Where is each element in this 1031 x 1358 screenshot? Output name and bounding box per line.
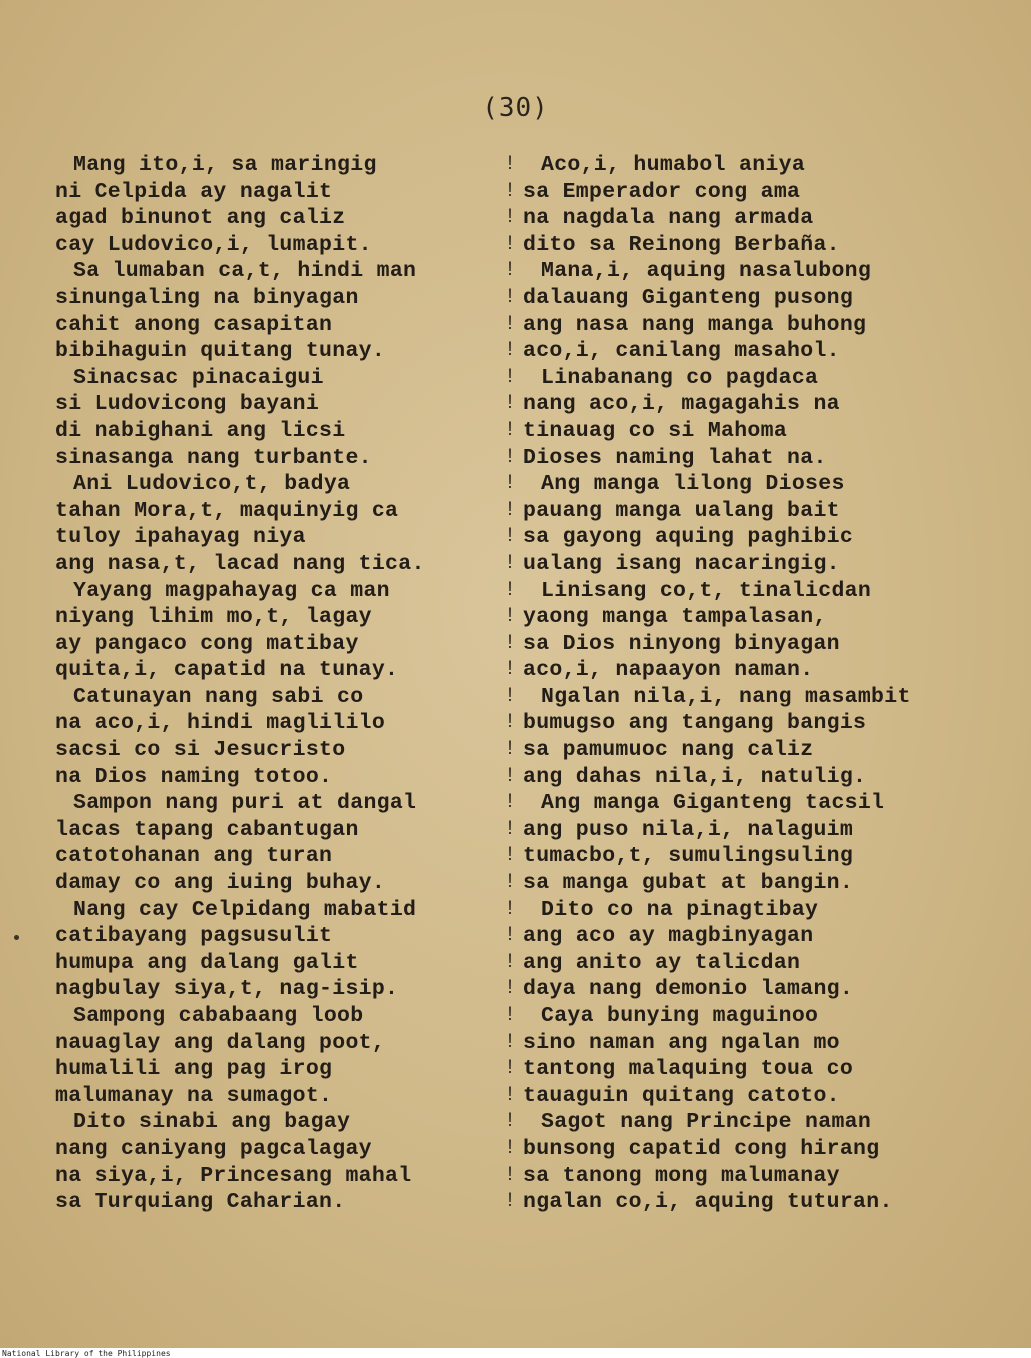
verse-line: ualang isang nacaringig. bbox=[523, 551, 840, 576]
verse-line: sacsi co si Jesucristo bbox=[55, 738, 346, 763]
verse-line: Mana,i, aquing nasalubong bbox=[541, 259, 872, 284]
verse-line: Ngalan nila,i, nang masambit bbox=[541, 684, 911, 709]
verse-line: Sampon nang puri at dangal bbox=[73, 791, 417, 816]
divider-mark: ! bbox=[503, 950, 516, 974]
verse-line: sino naman ang ngalan mo bbox=[523, 1030, 840, 1055]
column-divider bbox=[500, 152, 520, 1216]
verse-line: sinungaling na binyagan bbox=[55, 285, 359, 310]
verse-line: bunsong capatid cong hirang bbox=[523, 1136, 880, 1161]
verse-line: ang nasa nang manga buhong bbox=[523, 312, 867, 337]
divider-mark: ! bbox=[503, 924, 516, 948]
divider-mark: ! bbox=[503, 1190, 516, 1214]
verse-line: na aco,i, hindi maglililo bbox=[55, 711, 386, 736]
verse-line: Sinacsac pinacaigui bbox=[73, 365, 324, 390]
verse-line: catibayang pagsusulit bbox=[55, 924, 333, 949]
divider-mark: ! bbox=[503, 578, 516, 602]
verse-line: ni Celpida ay nagalit bbox=[55, 179, 333, 204]
verse-line: bumugso ang tangang bangis bbox=[523, 711, 867, 736]
divider-mark: ! bbox=[503, 817, 516, 841]
verse-line: yaong manga tampalasan, bbox=[523, 605, 827, 630]
verse-line: agad binunot ang caliz bbox=[55, 206, 346, 231]
verse-line: Dito co na pinagtibay bbox=[541, 897, 819, 922]
ink-speck bbox=[14, 935, 19, 940]
verse-line: aco,i, canilang masahol. bbox=[523, 339, 840, 364]
verse-line: tumacbo,t, sumulingsuling bbox=[523, 844, 854, 869]
verse-line: sa Turquiang Caharian. bbox=[55, 1190, 346, 1215]
divider-mark: ! bbox=[503, 1030, 516, 1054]
verse-line: Dito sinabi ang bagay bbox=[73, 1110, 351, 1135]
divider-mark: ! bbox=[503, 658, 516, 682]
verse-line: Dioses naming lahat na. bbox=[523, 445, 827, 470]
verse-line: si Ludovicong bayani bbox=[55, 392, 320, 417]
verse-line: ang anito ay talicdan bbox=[523, 950, 801, 975]
verse-line: tauaguin quitang catoto. bbox=[523, 1083, 840, 1108]
divider-mark: ! bbox=[503, 738, 516, 762]
divider-mark: ! bbox=[503, 871, 516, 895]
divider-mark: ! bbox=[503, 259, 516, 283]
verse-line: sa Dios ninyong binyagan bbox=[523, 631, 840, 656]
left-column bbox=[55, 152, 500, 1216]
verse-line: sinasanga nang turbante. bbox=[55, 445, 372, 470]
verse-line: Ang manga Giganteng tacsil bbox=[541, 791, 885, 816]
verse-line: nang aco,i, magagahis na bbox=[523, 392, 840, 417]
divider-mark: ! bbox=[503, 977, 516, 1001]
divider-mark: ! bbox=[503, 179, 516, 203]
verse-line: tinauag co si Mahoma bbox=[523, 418, 788, 443]
verse-line: Mang ito,i, sa maringig bbox=[73, 153, 377, 177]
verse-line: niyang lihim mo,t, lagay bbox=[55, 605, 372, 630]
divider-mark: ! bbox=[503, 472, 516, 496]
verse-line: catotohanan ang turan bbox=[55, 844, 333, 869]
verse-line: nagbulay siya,t, nag-isip. bbox=[55, 977, 399, 1002]
divider-mark: ! bbox=[503, 312, 516, 336]
verse-line: ang dahas nila,i, natulig. bbox=[523, 764, 867, 789]
verse-line: Sampong cababaang loob bbox=[73, 1004, 364, 1028]
divider-mark: ! bbox=[503, 1136, 516, 1160]
verse-line: daya nang demonio lamang. bbox=[523, 977, 854, 1002]
verse-line: ang nasa,t, lacad nang tica. bbox=[55, 551, 425, 576]
verse-line: Ang manga lilong Dioses bbox=[541, 472, 845, 497]
divider-mark: ! bbox=[503, 605, 516, 629]
verse-line: tantong malaquing toua co bbox=[523, 1057, 854, 1082]
verse-line: sa manga gubat at bangin. bbox=[523, 871, 854, 896]
page-number: (30) bbox=[482, 93, 549, 123]
verse-line: na Dios naming totoo. bbox=[55, 764, 333, 789]
divider-mark: ! bbox=[503, 232, 516, 256]
divider-mark: ! bbox=[503, 339, 516, 363]
divider-mark: ! bbox=[503, 631, 516, 655]
verse-line: dito sa Reinong Berbaña. bbox=[523, 232, 840, 257]
verse-line: pauang manga ualang bait bbox=[523, 498, 840, 523]
divider-mark: ! bbox=[503, 285, 516, 309]
divider-mark: ! bbox=[503, 392, 516, 416]
verse-line: ang puso nila,i, nalaguim bbox=[523, 817, 854, 842]
verse-line: Sagot nang Principe naman bbox=[541, 1110, 872, 1135]
verse-line: cay Ludovico,i, lumapit. bbox=[55, 232, 372, 257]
verse-line: dalauang Giganteng pusong bbox=[523, 285, 854, 310]
divider-mark: ! bbox=[503, 551, 516, 575]
divider-mark: ! bbox=[503, 1083, 516, 1107]
divider-mark: ! bbox=[503, 206, 516, 230]
verse-line: Aco,i, humabol aniya bbox=[541, 153, 806, 177]
verse-line: sa Emperador cong ama bbox=[523, 179, 801, 204]
verse-line: Nang cay Celpidang mabatid bbox=[73, 897, 417, 922]
verse-line: Catunayan nang sabi co bbox=[73, 684, 364, 709]
divider-mark: ! bbox=[503, 365, 516, 389]
verse-line: cahit anong casapitan bbox=[55, 312, 333, 337]
verse-line: di nabighani ang licsi bbox=[55, 418, 346, 443]
verse-line: sa pamumuoc nang caliz bbox=[523, 738, 814, 763]
verse-line: aco,i, napaayon naman. bbox=[523, 658, 814, 683]
divider-mark: ! bbox=[503, 684, 516, 708]
verse-line: lacas tapang cabantugan bbox=[55, 817, 359, 842]
verse-line: sa gayong aquing paghibic bbox=[523, 525, 854, 550]
verse-line: na nagdala nang armada bbox=[523, 206, 814, 231]
divider-mark: ! bbox=[503, 897, 516, 921]
verse-line: tuloy ipahayag niya bbox=[55, 525, 306, 550]
verse-line: damay co ang iuing buhay. bbox=[55, 871, 386, 896]
divider-mark: ! bbox=[503, 445, 516, 469]
verse-line: ay pangaco cong matibay bbox=[55, 631, 359, 656]
divider-mark: ! bbox=[503, 1163, 516, 1187]
verse-line: bibihaguin quitang tunay. bbox=[55, 339, 386, 364]
footer-credit: National Library of the Philippines bbox=[2, 1349, 171, 1358]
verse-line: nauaglay ang dalang poot, bbox=[55, 1030, 386, 1055]
verse-line: Yayang magpahayag ca man bbox=[73, 578, 390, 603]
divider-mark: ! bbox=[503, 711, 516, 735]
verse-line: malumanay na sumagot. bbox=[55, 1083, 333, 1108]
divider-mark: ! bbox=[503, 791, 516, 815]
verse-line: Linisang co,t, tinalicdan bbox=[541, 578, 872, 603]
divider-mark: ! bbox=[503, 498, 516, 522]
divider-mark: ! bbox=[503, 1057, 516, 1081]
verse-line: quita,i, capatid na tunay. bbox=[55, 658, 399, 683]
divider-mark: ! bbox=[503, 153, 516, 176]
divider-mark: ! bbox=[503, 844, 516, 868]
verse-line: na siya,i, Princesang mahal bbox=[55, 1163, 412, 1188]
verse-line: nang caniyang pagcalagay bbox=[55, 1136, 372, 1161]
verse-line: ngalan co,i, aquing tuturan. bbox=[523, 1190, 893, 1215]
verse-line: humalili ang pag irog bbox=[55, 1057, 333, 1082]
divider-mark: ! bbox=[503, 418, 516, 442]
divider-mark: ! bbox=[503, 764, 516, 788]
verse-line: sa tanong mong malumanay bbox=[523, 1163, 840, 1188]
divider-mark: ! bbox=[503, 1004, 516, 1027]
verse-line: ang aco ay magbinyagan bbox=[523, 924, 814, 949]
verse-line: Caya bunying maguinoo bbox=[541, 1004, 819, 1028]
divider-mark: ! bbox=[503, 525, 516, 549]
verse-line: Ani Ludovico,t, badya bbox=[73, 472, 351, 497]
verse-line: humupa ang dalang galit bbox=[55, 950, 359, 975]
verse-line: tahan Mora,t, maquinyig ca bbox=[55, 498, 399, 523]
right-column bbox=[523, 152, 993, 1216]
verse-line: Sa lumaban ca,t, hindi man bbox=[73, 259, 417, 284]
verse-line: Linabanang co pagdaca bbox=[541, 365, 819, 390]
divider-mark: ! bbox=[503, 1110, 516, 1134]
